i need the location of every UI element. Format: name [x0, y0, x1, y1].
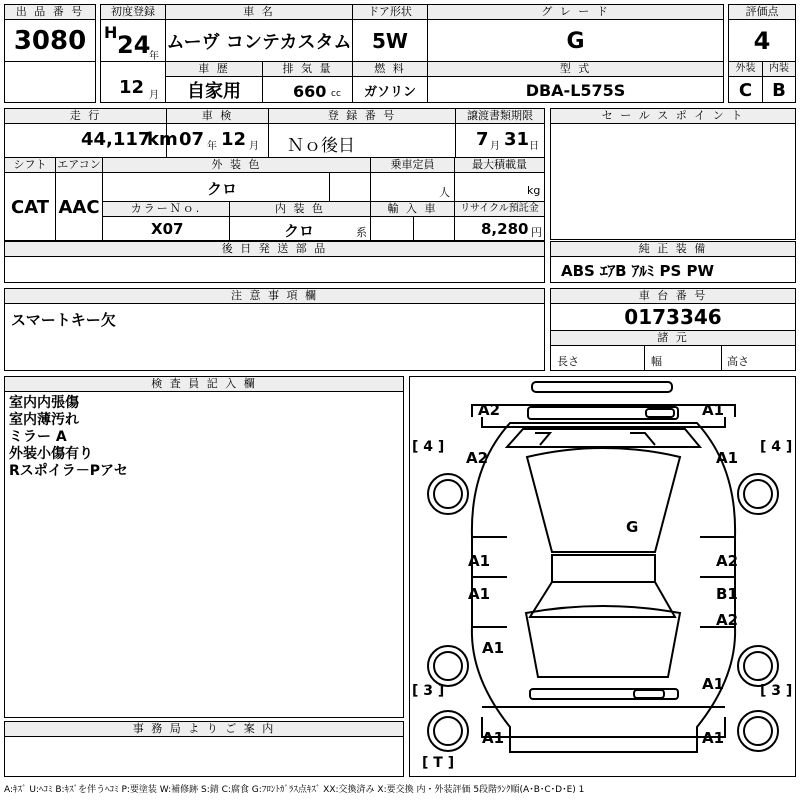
reg-year: 24	[117, 31, 151, 59]
door-label: ドア形状	[353, 5, 427, 20]
int-grade-box	[762, 61, 796, 103]
score-label: 評価点	[729, 5, 795, 20]
office-label: 事 務 局 よ り ご 案 内	[5, 722, 403, 737]
door-type: 5W	[372, 29, 408, 53]
notes-label: 注 意 事 項 欄	[5, 289, 544, 304]
fuel: ガソリン	[363, 84, 416, 100]
transfer-label: 譲渡書類期限	[456, 109, 544, 124]
int-grade-label: 内装	[763, 62, 795, 77]
max-load-unit: kg	[527, 184, 541, 197]
notes: スマートキー欠	[11, 311, 116, 329]
displacement-label: 排 気 量	[263, 62, 352, 77]
model-box	[427, 61, 724, 103]
car-name-box	[165, 4, 353, 62]
lot-number-box	[4, 4, 96, 62]
inspector-line: 外装小傷有り	[9, 446, 93, 462]
shift-label: シフト	[5, 158, 55, 173]
mark-rear-r: A1	[702, 729, 725, 747]
equipment: ABS ｴｱB ｱﾙﾐ PS PW	[561, 262, 715, 280]
mark-rear-l: A1	[482, 729, 505, 747]
capacity-box	[370, 157, 455, 202]
reg-no-box	[268, 108, 456, 158]
inspector-line: 室内薄汚れ	[9, 412, 79, 428]
mileage-unit: km	[147, 129, 178, 150]
recycle-box	[454, 201, 545, 241]
car-diagram	[409, 376, 796, 777]
equipment-label: 純 正 装 備	[551, 242, 795, 257]
transfer-day-unit: 日	[529, 141, 539, 152]
model-label: 型 式	[428, 62, 723, 77]
ext-grade-box	[728, 61, 763, 103]
color-no: X07	[151, 220, 184, 238]
displacement: 660	[293, 82, 327, 101]
dims-divider-1	[644, 345, 645, 371]
mark-quarter-r: A1	[702, 675, 725, 693]
door-box	[352, 4, 428, 62]
mark-tire-rl: [ 3 ]	[412, 683, 445, 699]
history-label: 車 歴	[166, 62, 262, 77]
height-label: 高さ	[727, 355, 749, 368]
capacity-unit: 人	[439, 186, 450, 199]
mark-door-fr: A2	[716, 552, 739, 570]
int-grade: B	[772, 79, 786, 101]
reg-no: Ｎｏ後日	[287, 136, 355, 156]
car-name-label: 車 名	[166, 5, 352, 20]
mileage: 44,117	[81, 129, 151, 150]
mark-fender-r: A1	[716, 449, 739, 467]
dims-label: 諸 元	[551, 331, 795, 346]
mark-door-fl: A1	[468, 552, 491, 570]
lot-number-label: 出 品 番 号	[5, 5, 95, 20]
ext-color-divider	[329, 172, 330, 202]
shift: CAT	[10, 196, 50, 218]
mark-quarter-l: A1	[482, 639, 505, 657]
equipment-box	[550, 241, 796, 283]
mileage-label: 走 行	[5, 109, 166, 124]
ext-color: クロ	[207, 180, 238, 198]
ext-color-label: 外 装 色	[103, 158, 370, 173]
sales-point-label: セ ー ル ス ポ イ ン ト	[551, 109, 795, 124]
inspector-line: Rスポイラ－Pアセ	[9, 463, 128, 479]
lot-number: 3080	[13, 26, 87, 56]
dims-divider-2	[721, 345, 722, 371]
recycle-unit: 円	[531, 226, 542, 239]
era: H	[104, 23, 118, 42]
chassis-label: 車 台 番 号	[551, 289, 795, 304]
shift-box	[4, 157, 56, 241]
inspector-line: ミラー A	[9, 429, 67, 445]
first-registration-label: 初度登録	[101, 5, 165, 20]
grade: G	[566, 28, 585, 54]
reg-no-label: 登 録 番 号	[269, 109, 455, 124]
inspection-label: 車 検	[167, 109, 268, 124]
score-box	[728, 4, 796, 62]
color-no-label: カラーＮｏ.	[103, 202, 229, 217]
import-divider	[413, 216, 414, 241]
displacement-box	[262, 61, 353, 103]
inspector-label: 検 査 員 記 入 欄	[5, 377, 403, 392]
transfer-day: 31	[504, 129, 530, 150]
mark-door-rr-b: B1	[716, 585, 738, 603]
mark-glass: G	[626, 518, 639, 536]
fuel-box	[352, 61, 428, 103]
inspection-month: 12	[221, 129, 247, 150]
displacement-unit: cc	[331, 89, 341, 99]
mileage-box	[4, 108, 178, 158]
inspector-notes	[5, 392, 403, 483]
mark-spare: [ T ]	[422, 755, 455, 771]
length-label: 長さ	[557, 355, 579, 368]
month-unit: 月	[149, 90, 159, 101]
later-parts-label: 後 日 発 送 部 品	[5, 242, 544, 257]
sales-point-box	[550, 108, 796, 240]
mark-fender-l: A2	[466, 449, 489, 467]
ext-color-box	[102, 157, 371, 202]
car-outline	[410, 377, 797, 778]
mark-front-right: A1	[702, 401, 725, 419]
ac-label: エアコン	[57, 158, 101, 171]
max-load-label: 最大積載量	[455, 158, 544, 173]
office-box	[4, 721, 404, 777]
transfer-box	[455, 108, 545, 158]
model: DBA-L575S	[525, 80, 626, 100]
ext-grade-label: 外装	[729, 62, 762, 77]
capacity-label: 乗車定員	[371, 158, 454, 173]
mark-tire-fl: [ 4 ]	[412, 439, 445, 455]
lot-number-blank	[4, 61, 96, 103]
mark-tire-rr: [ 3 ]	[760, 683, 793, 699]
max-load-box	[454, 157, 545, 202]
mark-door-rl: A1	[468, 585, 491, 603]
import-label: 輸 入 車	[371, 202, 454, 217]
inspection-box	[166, 108, 269, 158]
width-label: 幅	[651, 355, 662, 368]
history-box	[165, 61, 263, 103]
ac: AAC	[58, 196, 100, 218]
year-unit: 年	[149, 51, 159, 62]
later-parts-box	[4, 241, 545, 283]
fuel-label: 燃 料	[353, 62, 427, 77]
notes-box	[4, 288, 545, 371]
inspector-line: 室内内張傷	[9, 395, 79, 411]
grade-label: グ レ ー ド	[428, 5, 723, 20]
int-color-unit: 系	[356, 226, 367, 239]
chassis-number: 0173346	[551, 304, 795, 331]
int-color: クロ	[284, 222, 315, 240]
recycle-fee: 8,280	[481, 220, 529, 238]
first-registration-box	[100, 4, 166, 62]
mark-front-left: A2	[478, 401, 501, 419]
score: 4	[753, 27, 771, 55]
int-color-label: 内 装 色	[230, 202, 370, 217]
color-no-box	[102, 201, 230, 241]
import-box	[370, 201, 455, 241]
inspector-box	[4, 376, 404, 718]
inspection-month-unit: 月	[249, 141, 259, 152]
int-color-box	[229, 201, 371, 241]
inspection-year: 07	[179, 129, 205, 150]
recycle-label: リサイクル預託金	[455, 202, 544, 217]
reg-month-box	[100, 61, 166, 103]
ext-grade: C	[738, 79, 753, 101]
history: 自家用	[187, 81, 241, 102]
chassis-box	[550, 288, 796, 371]
inspection-year-unit: 年	[207, 141, 217, 152]
transfer-month: 7	[476, 129, 489, 150]
mark-door-rr-a: A2	[716, 611, 739, 629]
mark-tire-fr: [ 4 ]	[760, 439, 793, 455]
reg-month: 12	[119, 77, 145, 98]
transfer-month-unit: 月	[490, 141, 500, 152]
ac-box	[55, 157, 103, 241]
legend: A:ｷｽﾞ U:ﾍｺﾐ B:ｷｽﾞを伴うﾍｺﾐ P:要塗装 W:補修跡 S:錆 C:腐食 G:ﾌﾛﾝﾄｶﾞﾗｽ点ｷｽﾞ XX:交換済み X:要交換 内・外装評価 5段階ﾗﾝｸ順(A･B･C･D･E) 1	[4, 785, 585, 795]
car-name: ムーヴ コンテカスタム	[166, 32, 352, 53]
grade-box	[427, 4, 724, 62]
